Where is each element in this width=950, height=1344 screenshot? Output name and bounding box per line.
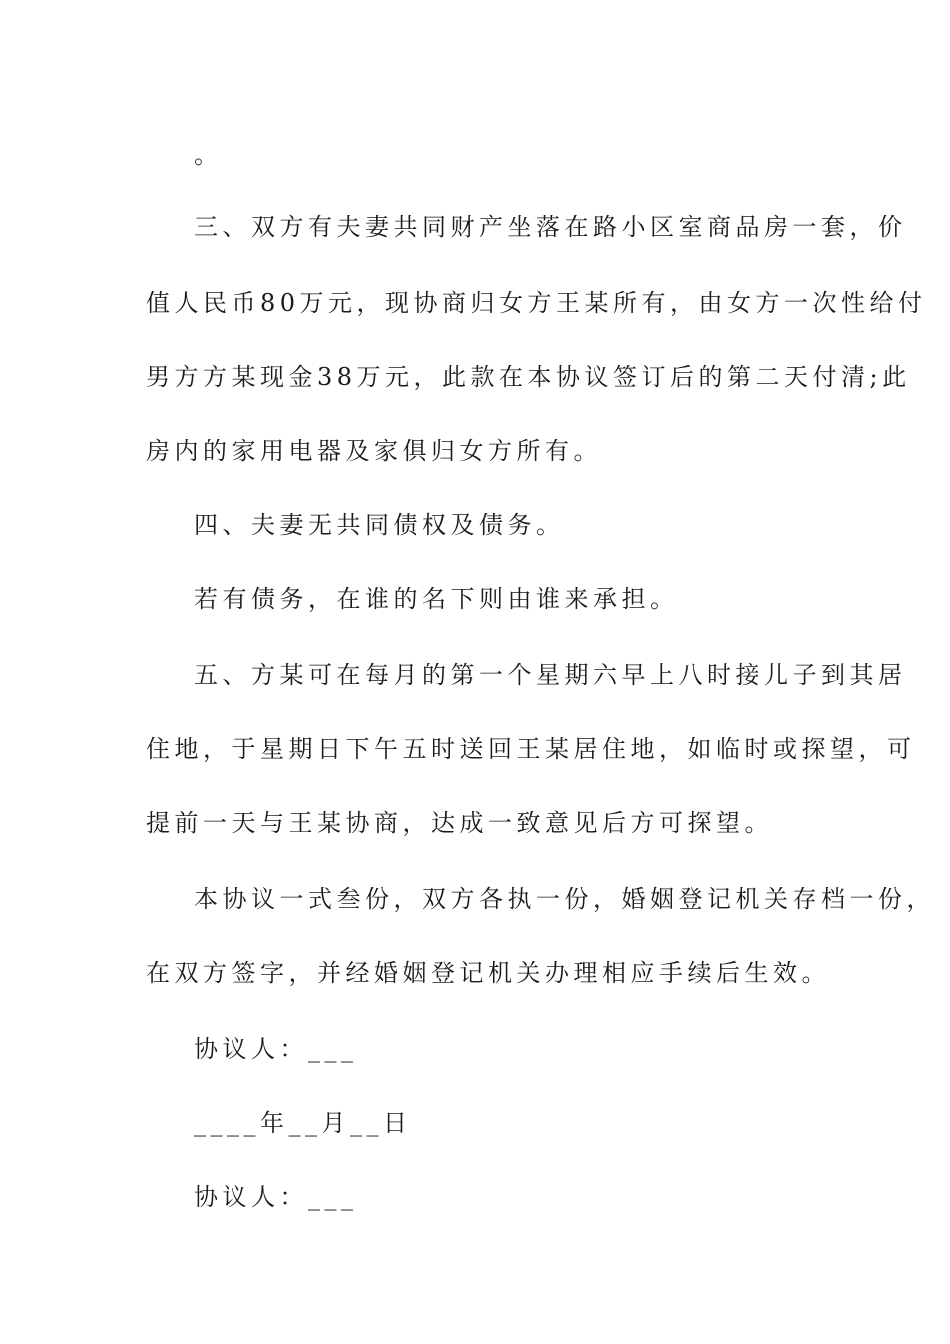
clause-five-line-1: 五、方某可在每月的第一个星期六早上八时接儿子到其居 bbox=[194, 661, 907, 689]
date-line: ____年__月__日 bbox=[194, 1109, 412, 1137]
clause-five-line-2: 住地，于星期日下午五时送回王某居住地，如临时或探望，可 bbox=[146, 735, 916, 763]
signatory-line-1: 协议人：___ bbox=[194, 1035, 358, 1063]
clause-three-line-2: 值人民币80万元，现协商归女方王某所有，由女方一次性给付 bbox=[146, 289, 927, 317]
copies-clause-line-2: 在双方签字，并经婚姻登记机关办理相应手续后生效。 bbox=[146, 959, 830, 987]
clause-three-line-3: 男方方某现金38万元，此款在本协议签订后的第二天付清;此 bbox=[146, 363, 911, 391]
clause-three-line-4: 房内的家用电器及家俱归女方所有。 bbox=[146, 437, 602, 465]
signatory-line-2: 协议人：___ bbox=[194, 1183, 358, 1211]
paragraph-fragment: 。 bbox=[194, 141, 223, 169]
clause-four: 四、夫妻无共同债权及债务。 bbox=[194, 511, 565, 539]
clause-five-line-3: 提前一天与王某协商，达成一致意见后方可探望。 bbox=[146, 809, 773, 837]
debt-note: 若有债务，在谁的名下则由谁来承担。 bbox=[194, 585, 679, 613]
copies-clause-line-1: 本协议一式叁份，双方各执一份，婚姻登记机关存档一份， bbox=[194, 885, 935, 913]
clause-three-line-1: 三、双方有夫妻共同财产坐落在路小区室商品房一套，价 bbox=[194, 213, 907, 241]
